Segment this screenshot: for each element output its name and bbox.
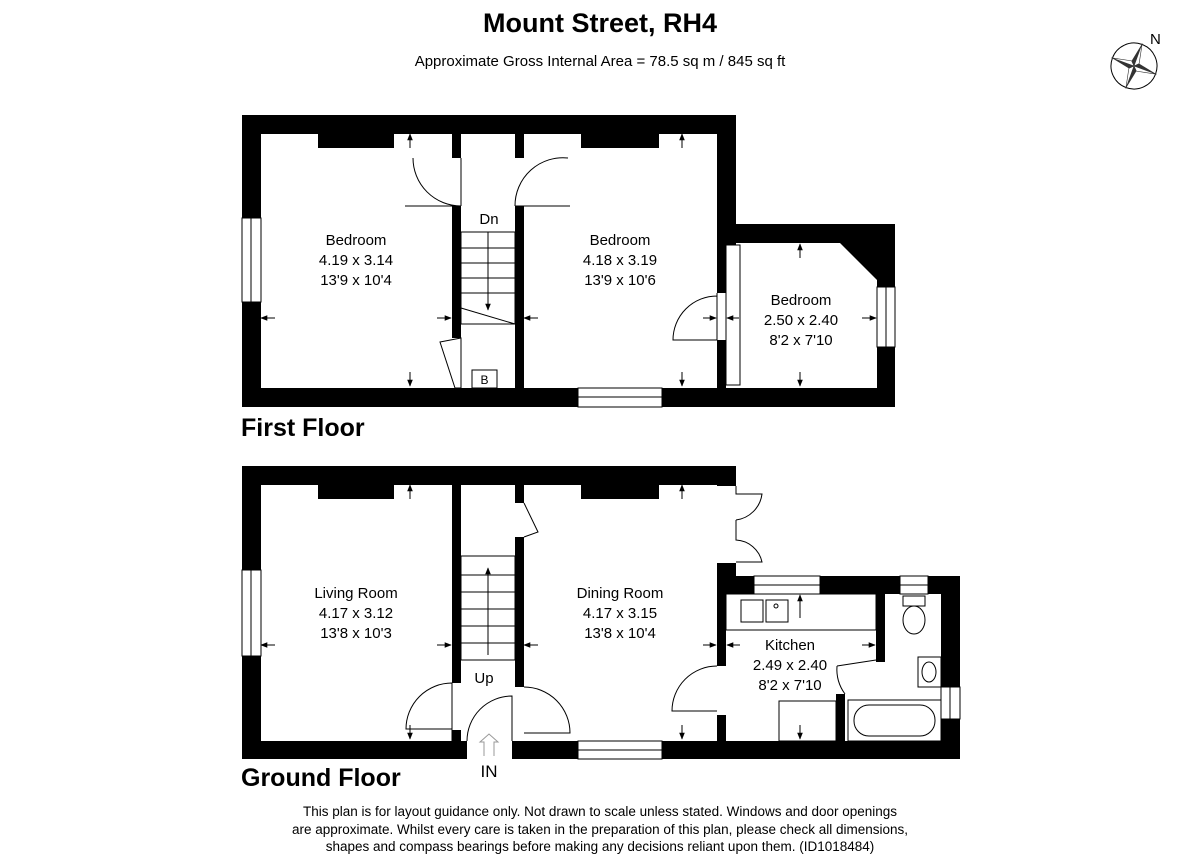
disclaimer-line: This plan is for layout guidance only. Not drawn to scale unless stated. Windows and door openings: [302, 804, 898, 819]
room-dining-room: [577, 585, 664, 642]
disclaimer: [0, 803, 1200, 856]
room-name: Dining Room: [576, 585, 664, 602]
room-imperial: 13'8 x 10'3: [320, 625, 392, 642]
room-imperial: 8'2 x 7'10: [769, 332, 833, 349]
first-floor-plan: [242, 115, 895, 407]
room-metric: 4.17 x 3.12: [318, 605, 394, 622]
disclaimer-line: are approximate. Whilst every care is taken in the preparation of this plan, please check all dimensions,: [291, 821, 909, 837]
ground-floor-label: Ground Floor: [241, 764, 401, 792]
disclaimer-line: shapes and compass bearings before making any decisions reliant upon them. (ID1018484): [325, 839, 875, 854]
compass-north-label: N: [1150, 31, 1161, 48]
room-name: Bedroom: [770, 292, 832, 309]
stairs-up-label: Up: [474, 670, 494, 687]
room-metric: 2.49 x 2.40: [752, 657, 828, 674]
ground-floor-plan: [242, 466, 960, 781]
entrance-arrow-icon: [480, 734, 498, 756]
room-kitchen: [753, 637, 827, 694]
room-metric: 4.17 x 3.15: [582, 605, 658, 622]
room-imperial: 13'9 x 10'6: [584, 272, 656, 289]
room-metric: 4.18 x 3.19: [582, 252, 658, 269]
bathroom-fixtures: [848, 596, 941, 741]
room-metric: 2.50 x 2.40: [763, 312, 839, 329]
room-metric: 4.19 x 3.14: [318, 252, 394, 269]
room-imperial: 13'8 x 10'4: [584, 625, 656, 642]
room-name: Kitchen: [764, 637, 816, 654]
plan-title: Mount Street, RH4: [482, 8, 717, 38]
stairs-down-label: Dn: [479, 211, 499, 228]
boiler-label: B: [480, 373, 489, 387]
room-name: Bedroom: [589, 232, 651, 249]
first-floor-label: First Floor: [241, 414, 365, 442]
room-imperial: 13'9 x 10'4: [320, 272, 392, 289]
room-name: Bedroom: [325, 232, 387, 249]
entrance-label: IN: [480, 762, 498, 781]
room-living-room: [314, 585, 397, 642]
room-bedroom-2: [583, 232, 657, 289]
room-imperial: 8'2 x 7'10: [758, 677, 822, 694]
room-bedroom-3: [764, 292, 838, 349]
room-name: Living Room: [314, 585, 398, 602]
room-bedroom-1: [319, 232, 393, 289]
gross-area-subtitle: Approximate Gross Internal Area = 78.5 sq m / 845 sq ft: [414, 53, 786, 70]
